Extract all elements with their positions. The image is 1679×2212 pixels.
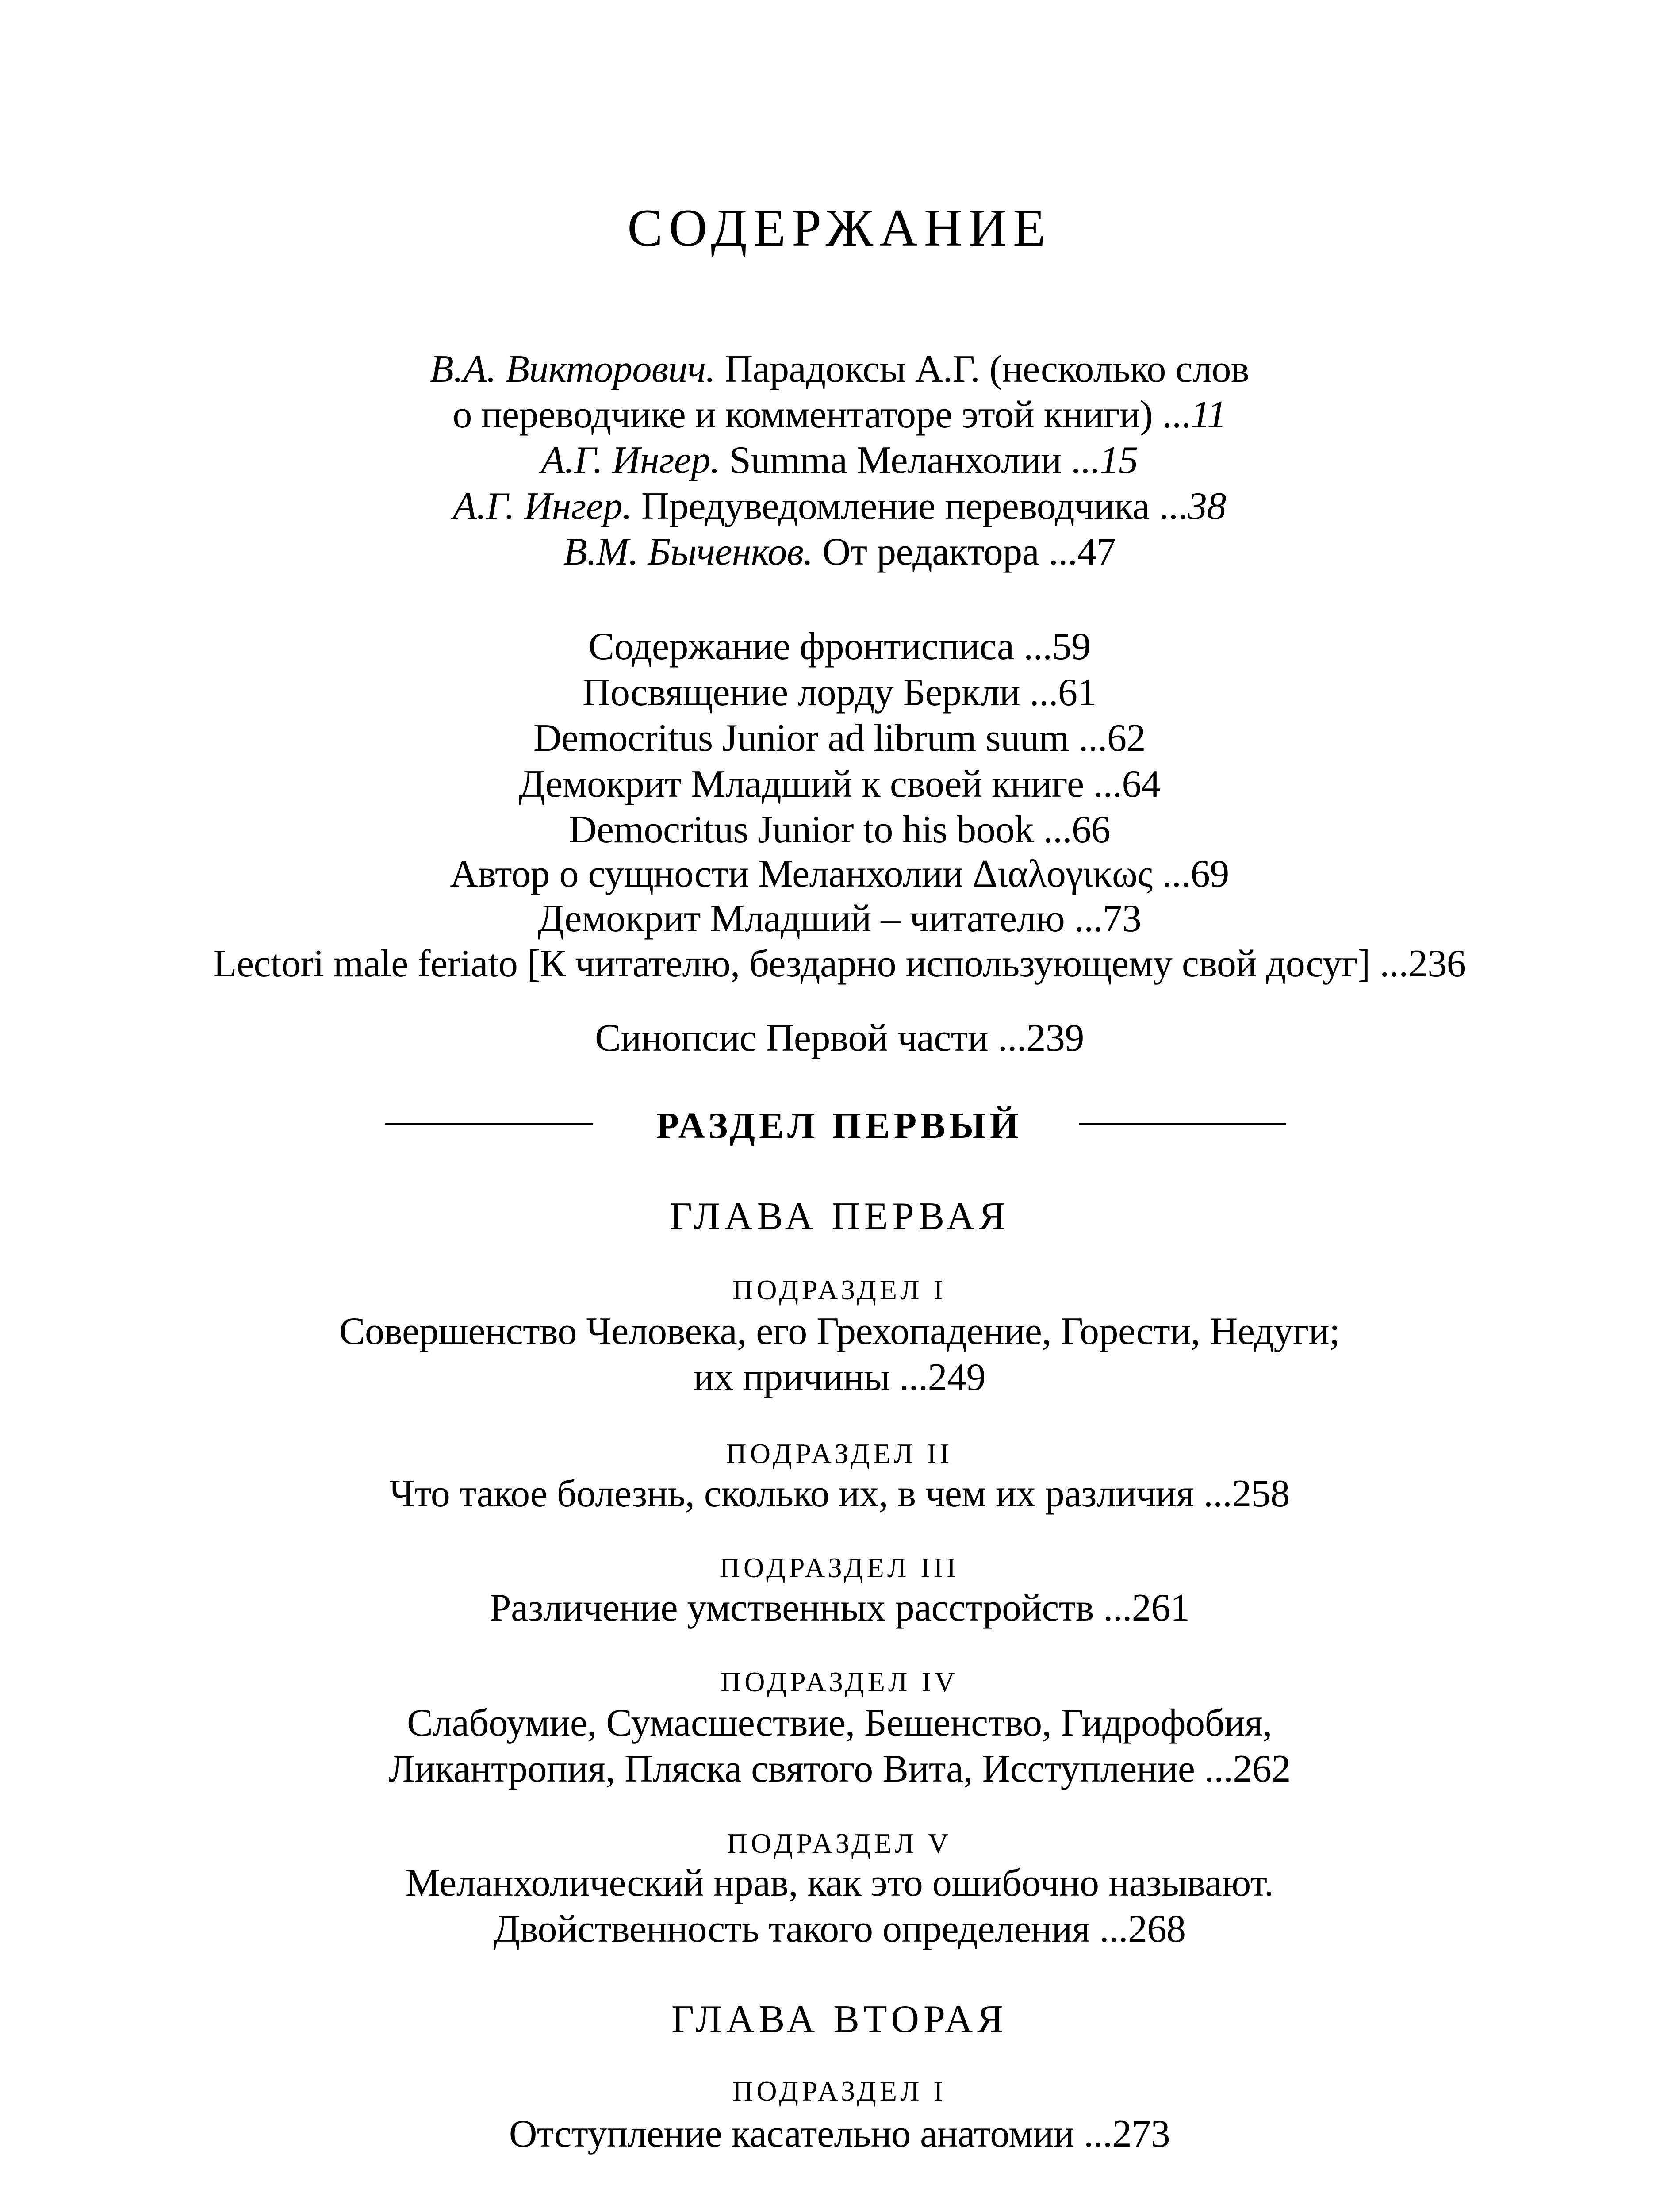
part-heading [0, 1107, 1679, 1144]
toc-entry[interactable] [0, 1701, 1679, 1744]
toc-entry-synopsis[interactable] [0, 1019, 1679, 1058]
subsection-label [0, 1276, 1679, 1304]
toc-entry[interactable] [0, 1358, 1679, 1397]
entry-author: А.Г. Ингер. [541, 439, 720, 482]
subsection-label [0, 1668, 1679, 1696]
toc-entry[interactable] [0, 2112, 1679, 2155]
toc-entry[interactable] [0, 1312, 1679, 1351]
chapter-heading [0, 1197, 1679, 1236]
page-title-text: СОДЕРЖАНИЕ [627, 198, 1052, 257]
entry-text: Democritus Junior ad librum suum ...62 [533, 717, 1146, 760]
page-title [0, 198, 1679, 257]
toc-entry-front-4[interactable] [0, 530, 1679, 573]
entry-text: Lectori male feriato [К читателю, бездарно использующему свой досуг] ...236 [213, 942, 1466, 985]
chapter-heading-text: ГЛАВА ПЕРВАЯ [670, 1195, 1009, 1238]
entry-text: Демокрит Младший – читателю ...73 [537, 897, 1142, 940]
toc-entry[interactable] [0, 810, 1679, 849]
toc-entry[interactable] [0, 1472, 1679, 1515]
toc-entry[interactable] [0, 1910, 1679, 1949]
entry-page-number: 15 [1099, 439, 1138, 482]
entry-title: Summa Меланхолии ... [720, 439, 1100, 482]
entry-text: Содержание фронтисписа ...59 [588, 625, 1091, 668]
toc-entry[interactable] [0, 942, 1679, 985]
entry-page-number: 11 [1191, 393, 1227, 436]
entry-text: Посвящение лорду Беркли ...61 [582, 671, 1097, 714]
entry-title: Парадоксы А.Г. (несколько слов [715, 348, 1249, 391]
entry-title: Предуведомление переводчика ... [632, 485, 1188, 528]
entry-text: Ликантропия, Пляска святого Вита, Исступление ...262 [388, 1747, 1291, 1790]
toc-entry[interactable] [0, 1864, 1679, 1903]
entry-text: Двойственность такого определения ...268 [493, 1908, 1186, 1951]
entry-text: Слабоумие, Сумасшествие, Бешенство, Гидрофобия, [407, 1701, 1272, 1744]
subsection-label-text: ПОДРАЗДЕЛ IV [721, 1666, 958, 1697]
toc-entry[interactable] [0, 1586, 1679, 1629]
entry-text: Различение умственных расстройств ...261 [489, 1586, 1190, 1629]
subsection-label-text: ПОДРАЗДЕЛ I [732, 1274, 947, 1306]
toc-entry-front-1-cont[interactable] [0, 393, 1679, 436]
entry-text: Синопсис Первой части ...239 [595, 1017, 1084, 1060]
entry-text: Меланхолический нрав, как это ошибочно называют. [405, 1862, 1274, 1905]
toc-entry[interactable] [0, 855, 1679, 894]
entry-author: В.А. Викторович. [430, 348, 716, 391]
subsection-label [0, 2077, 1679, 2105]
toc-entry-front-1[interactable] [0, 350, 1679, 389]
toc-entry[interactable] [0, 719, 1679, 758]
entry-author: А.Г. Ингер. [453, 485, 632, 528]
subsection-label [0, 1554, 1679, 1582]
toc-entry[interactable] [0, 1747, 1679, 1790]
toc-entry-front-3[interactable] [0, 487, 1679, 526]
toc-entry-front-2[interactable] [0, 441, 1679, 480]
entry-text: Демокрит Младший к своей книге ...64 [518, 763, 1161, 806]
chapter-heading [0, 2000, 1679, 2039]
entry-text: Отступление касательно анатомии ...273 [509, 2112, 1170, 2155]
toc-entry[interactable] [0, 899, 1679, 938]
entry-title: От редактора ...47 [813, 530, 1116, 573]
subsection-label-text: ПОДРАЗДЕЛ III [719, 1552, 960, 1583]
entry-text: Автор о сущности Меланхолии Διαλογικως ...69 [450, 853, 1229, 895]
entry-text: их причины ...249 [693, 1356, 986, 1399]
toc-entry[interactable] [0, 673, 1679, 712]
entry-text: Что такое болезнь, сколько их, в чем их различия ...258 [389, 1472, 1290, 1515]
subsection-label [0, 1440, 1679, 1468]
entry-text: Совершенство Человека, его Грехопадение, Горести, Недуги; [339, 1310, 1340, 1353]
entry-text: Democritus Junior to his book ...66 [568, 808, 1111, 851]
subsection-label-text: ПОДРАЗДЕЛ I [732, 2075, 947, 2107]
part-heading-text: РАЗДЕЛ ПЕРВЫЙ [656, 1105, 1023, 1146]
toc-entry[interactable] [0, 627, 1679, 666]
subsection-label-text: ПОДРАЗДЕЛ V [727, 1828, 952, 1859]
entry-author: В.М. Быченков. [563, 530, 813, 573]
chapter-heading-text: ГЛАВА ВТОРАЯ [671, 1998, 1008, 2041]
entry-page-number: 38 [1187, 485, 1226, 528]
subsection-label-text: ПОДРАЗДЕЛ II [726, 1438, 953, 1469]
toc-entry[interactable] [0, 765, 1679, 804]
entry-title: о переводчике и комментаторе этой книги) ... [452, 393, 1191, 436]
subsection-label [0, 1829, 1679, 1858]
